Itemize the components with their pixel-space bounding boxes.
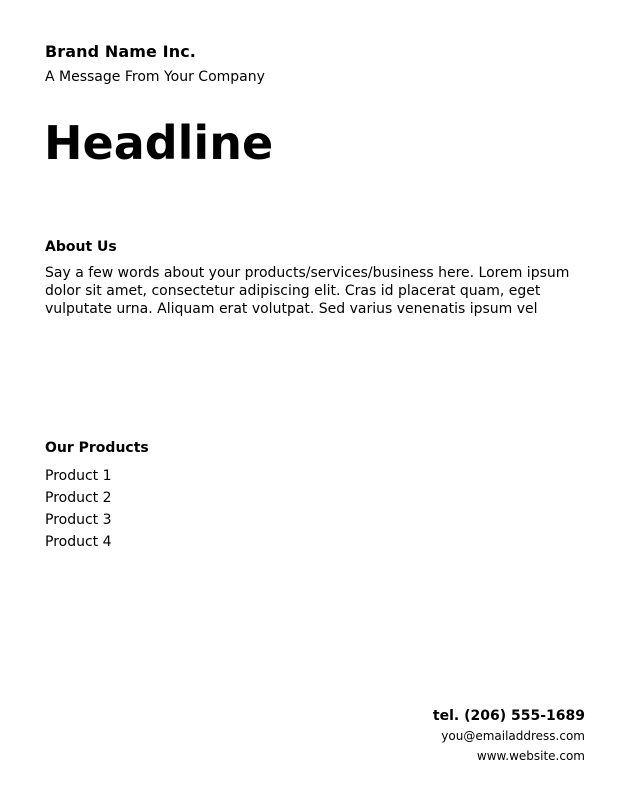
contact-block [433,706,585,766]
brand-tagline: A Message From Your Company [45,69,265,85]
headline: Headline [44,116,274,170]
brand-name: Brand Name Inc. [45,42,196,61]
contact-email: you@emailaddress.com [441,729,585,743]
products-heading: Our Products [45,440,149,456]
about-heading: About Us [45,239,117,255]
product-item: Product 1 [45,468,112,484]
contact-website: www.website.com [476,749,585,763]
product-item: Product 2 [45,490,112,506]
about-body: Say a few words about your products/services/business here. Lorem ipsum dolor sit amet, consectetur adipiscing elit. Cras id placerat quam, eget vulputate urna. Aliquam erat volutpat. Sed varius venenatis ipsum vel [45,265,570,317]
contact-phone: tel. (206) 555-1689 [432,708,585,724]
product-item: Product 3 [45,512,112,528]
products-list [45,465,112,553]
product-item: Product 4 [45,534,112,550]
